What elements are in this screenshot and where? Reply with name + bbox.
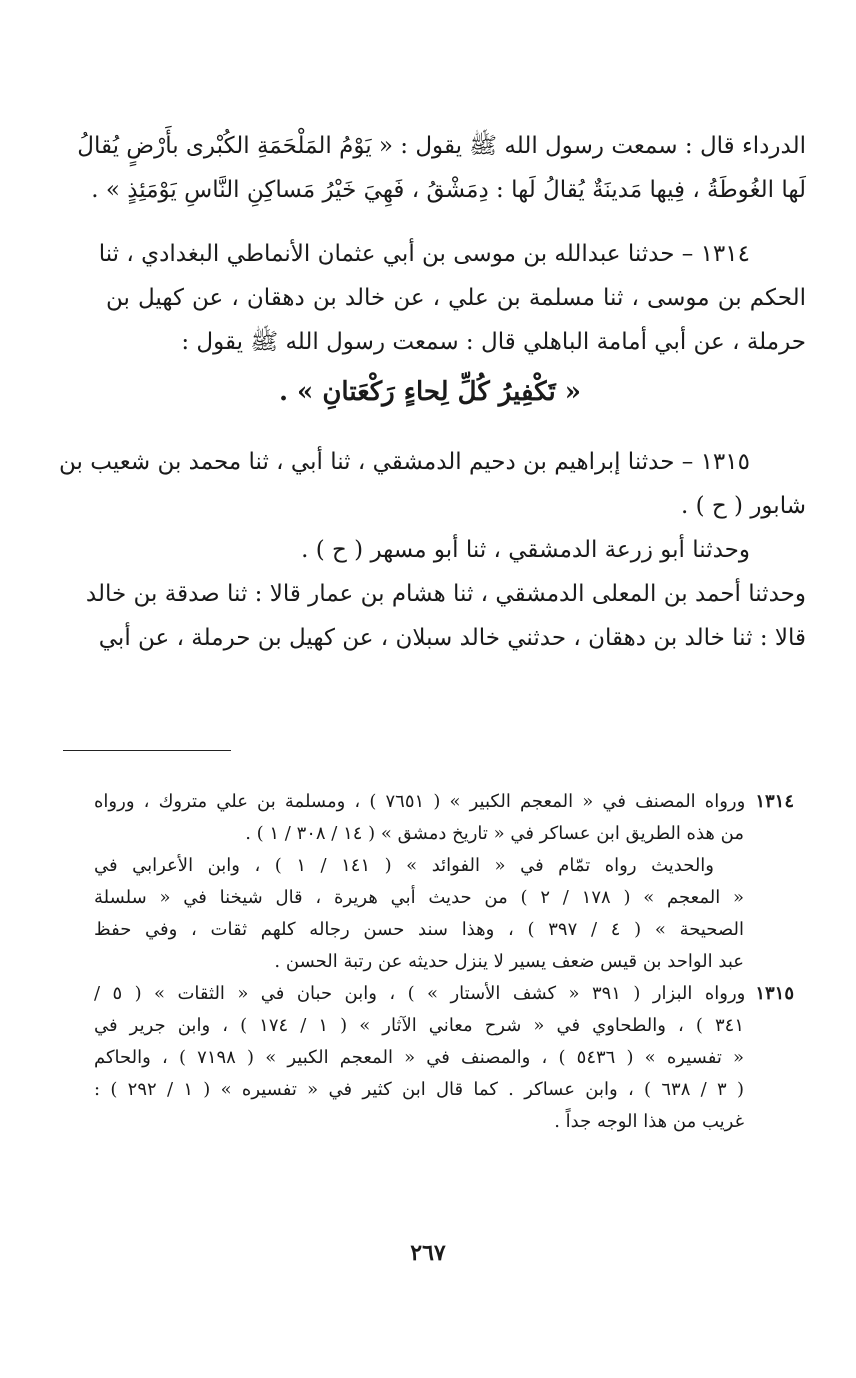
hadith-1314-line: ١٣١٤ – حدثنا عبدالله بن موسى بن أبي عثمان الأنماطي البغدادي ، ثنا <box>98 241 750 267</box>
footnote-number: ١٣١٤ <box>755 791 794 812</box>
footnote-number: ١٣١٥ <box>755 983 795 1004</box>
text-line: شابور ( ح ) . <box>680 493 806 519</box>
page-number: ٢٦٧ <box>410 1240 446 1266</box>
text-line: الحكم بن موسى ، ثنا مسلمة بن علي ، عن خالد بن دهقان ، عن كهيل بن <box>106 285 806 311</box>
footnote-separator <box>63 750 231 751</box>
text-line: الدرداء قال : سمعت رسول الله ﷺ يقول : « يَوْمُ المَلْحَمَةِ الكُبْرى بأَرْضٍ يُقالُ <box>77 133 806 159</box>
text-line: وحدثنا أبو زرعة الدمشقي ، ثنا أبو مسهر ( ح ) . <box>301 537 750 563</box>
footnote-line: « تفسيره » ( ٥٤٣٦ ) ، والمصنف في « المعجم الكبير » ( ٧١٩٨ ) ، والحاكم <box>94 1047 745 1068</box>
text-line: لَها الغُوطَةُ ، فِيها مَدينَةٌ يُقالُ لَها : دِمَشْقُ ، فَهِيَ خَيْرُ مَساكِنِ النَّاسِ يَوْمَئِذٍ » . <box>91 177 806 203</box>
footnotes <box>94 786 794 1138</box>
footnote-1314 <box>94 786 794 818</box>
text-line: قالا : ثنا خالد بن دهقان ، حدثني خالد سبلان ، عن كهيل بن حرملة ، عن أبي <box>98 625 806 651</box>
footnote-text: ورواه المصنف في « المعجم الكبير » ( ٧٦٥١ ) ، ومسلمة بن علي متروك ، ورواه <box>94 791 746 812</box>
hadith-quote: « تَكْفِيرُ كُلِّ لِحاءٍ رَكْعَتانِ » . <box>278 377 581 407</box>
footnote-line: الصحيحة » ( ٤ / ٣٩٧ ) ، وهذا سند حسن رجاله كلهم ثقات ، وفي حفظ <box>94 919 744 940</box>
footnote-text: ورواه البزار ( ٣٩١ « كشف الأستار » ) ، وابن حبان في « الثقات » ( ٥ / <box>94 983 746 1004</box>
footnote-line: من هذه الطريق ابن عساكر في « تاريخ دمشق » ( ١٤ / ٣٠٨ / ١ ) . <box>245 823 744 844</box>
footnote-line: والحديث رواه تمّام في « الفوائد » ( ١٤١ / ١ ) ، وابن الأعرابي في <box>94 855 714 876</box>
text-line: حرملة ، عن أبي أمامة الباهلي قال : سمعت رسول الله ﷺ يقول : <box>181 329 806 355</box>
hadith-1315-line: ١٣١٥ – حدثنا إبراهيم بن دحيم الدمشقي ، ثنا أبي ، ثنا محمد بن شعيب بن <box>59 449 750 475</box>
footnote-line: ٣٤١ ) ، والطحاوي في « شرح معاني الآثار » ( ١ / ١٧٤ ) ، وابن جرير في <box>94 1015 745 1036</box>
footnote-line: عبد الواحد بن قيس ضعف يسير لا ينزل حديثه عن رتبة الحسن . <box>274 951 744 972</box>
footnote-line: « المعجم » ( ١٧٨ / ٢ ) من حديث أبي هريرة ، قال شيخنا في « سلسلة <box>94 887 745 908</box>
main-text <box>59 124 806 660</box>
footnote-line: غريب من هذا الوجه جداً . <box>554 1111 744 1132</box>
text-line: وحدثنا أحمد بن المعلى الدمشقي ، ثنا هشام بن عمار قالا : ثنا صدقة بن خالد <box>85 581 806 607</box>
footnote-1315 <box>94 978 794 1010</box>
footnote-line: ( ٣ / ٦٣٨ ) ، وابن عساكر . كما قال ابن كثير في « تفسيره » ( ١ / ٢٩٢ ) : <box>94 1079 744 1100</box>
